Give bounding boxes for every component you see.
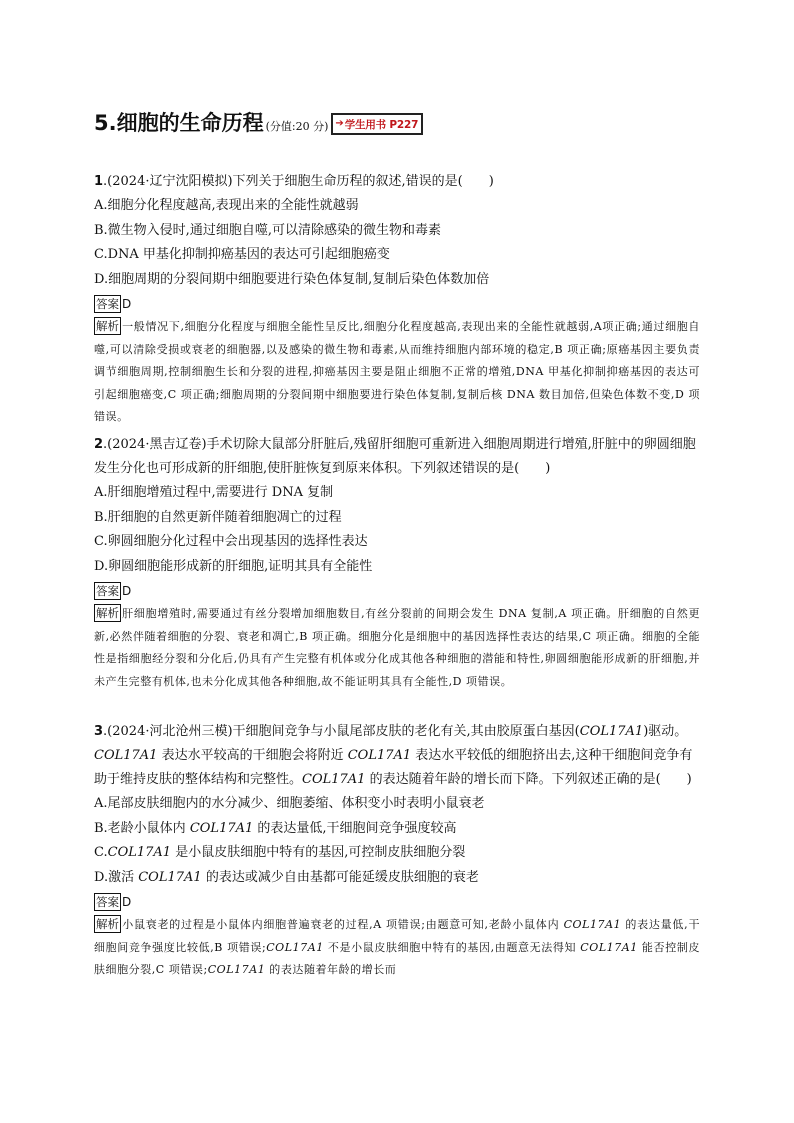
gene-name: COL17A1 bbox=[138, 869, 202, 885]
option-a: A.肝细胞增殖过程中,需要进行 DNA 复制 bbox=[94, 485, 334, 500]
explanation bbox=[94, 603, 700, 693]
option-c: C.DNA 甲基化抑制抑癌基因的表达可引起细胞癌变 bbox=[94, 247, 390, 262]
answer-value: D bbox=[122, 297, 132, 311]
question-number: 1 bbox=[94, 174, 104, 189]
question-number: 2 bbox=[94, 437, 104, 452]
section-title: 5.细胞的生命历程 bbox=[94, 111, 264, 135]
arrow-icon: ➔ bbox=[335, 118, 344, 129]
gene-name: COL17A1 bbox=[266, 940, 324, 954]
explanation bbox=[94, 316, 700, 429]
gene-name: COL17A1 bbox=[302, 772, 366, 787]
gene-name: COL17A1 bbox=[347, 748, 412, 763]
question-text: 表达水平较高的干细胞会将附近 bbox=[157, 748, 348, 763]
option-d: D.细胞周期的分裂间期中细胞要进行染色体复制,复制后染色体数加倍 bbox=[94, 271, 490, 287]
option-b bbox=[94, 817, 700, 842]
option-c bbox=[94, 841, 700, 866]
explanation-text: 小鼠衰老的过程是小鼠体内细胞普遍衰老的过程,A 项错误;由题意可知,老龄小鼠体内 bbox=[122, 918, 564, 931]
explanation-label: 解析 bbox=[96, 319, 119, 333]
gene-name: COL17A1 bbox=[207, 963, 266, 977]
explanation-text: 的表达量低,干细胞间竞争强度比较低,B 项错误; bbox=[94, 918, 700, 954]
question-2 bbox=[94, 433, 700, 693]
question-text: 的表达随着年龄的增长而下降。下列叙述正确的是( ) bbox=[365, 772, 692, 787]
question-number: 3 bbox=[94, 724, 104, 739]
answer-value: D bbox=[122, 584, 132, 598]
explanation-text: 能否控制皮肤细胞分裂,C 项错误; bbox=[94, 940, 700, 977]
question-3 bbox=[94, 720, 700, 982]
answer-label: 答案 bbox=[96, 297, 119, 311]
option-text: A.尾部皮肤细胞内的水分减少、细胞萎缩、体积变小时表明小鼠衰老 bbox=[94, 796, 485, 811]
option-text: 是小鼠皮肤细胞中特有的基因,可控制皮肤细胞分裂 bbox=[171, 845, 466, 860]
option-text: C. bbox=[94, 845, 108, 860]
question-1 bbox=[94, 170, 700, 429]
gene-name: COL17A1 bbox=[189, 820, 254, 836]
question-text: )驱动。 bbox=[643, 724, 688, 739]
question-text: .(2024·黑吉辽卷)手术切除大鼠部分肝脏后,残留肝细胞可重新进入细胞周期进行增殖,肝脏中的卵圆细胞发生分化也可形成新的肝细胞,使肝脏恢复到原来体积。下列叙述错误的是( ) bbox=[94, 437, 696, 476]
option-a bbox=[94, 792, 700, 817]
score-note: (分值:20 分) bbox=[265, 120, 329, 133]
section-header bbox=[94, 104, 423, 136]
option-b: B.微生物入侵时,通过细胞自噬,可以清除感染的微生物和毒素 bbox=[94, 222, 441, 238]
explanation-text: 肝细胞增殖时,需要通过有丝分裂增加细胞数目,有丝分裂前的间期会发生 DNA 复制,A 项正确。肝细胞的自然更新,必然伴随着细胞的分裂、衰老和凋亡,B 项正确。细胞分化是细胞中的基因选择性表达的结果,C 项正确。细胞的全能性是指细胞经分裂和分化后,仍具有产生完整有机体或分化成其他各种细胞的潜能和特性,卵圆细胞能形成新的肝细胞,并未产生完整有机体,也未分化成其他各种细胞,故不能证明其具有全能性,D 项错误。 bbox=[94, 607, 700, 688]
student-book-page-ref: 学生用书 P227 bbox=[344, 118, 419, 131]
answer-row bbox=[94, 293, 700, 315]
explanation bbox=[94, 914, 700, 982]
option-d bbox=[94, 866, 700, 891]
explanation-text: 不是小鼠皮肤细胞中特有的基因,由题意无法得知 bbox=[323, 940, 581, 954]
gene-name: COL17A1 bbox=[579, 724, 644, 739]
answer-row bbox=[94, 891, 700, 913]
option-a: A.细胞分化程度越高,表现出来的全能性就越弱 bbox=[94, 198, 359, 213]
question-text: .(2024·河北沧州三模)干细胞间竞争与小鼠尾部皮肤的老化有关,其由胶原蛋白基因( bbox=[103, 724, 580, 739]
option-text: D.激活 bbox=[94, 869, 139, 885]
explanation-text: 一般情况下,细胞分化程度与细胞全能性呈反比,细胞分化程度越高,表现出来的全能性就越弱,A项正确;通过细胞自噬,可以清除受损或衰老的细胞器,以及感染的微生物和毒素,从而维持细胞内部环境的稳定,B 项正确;原癌基因主要负责调节细胞周期,控制细胞生长和分裂的进程,抑癌基因主要是阻止细胞不正常的增殖,DNA 甲基化抑制抑癌基因的表达可引起细胞癌变,C 项正确;细胞周期的分裂间期中细胞要进行染色体复制,复制后核 DNA 数目加倍,但染色体数不变,D 项错误。 bbox=[94, 320, 700, 424]
question-stem bbox=[94, 720, 700, 792]
answer-label: 答案 bbox=[96, 584, 119, 598]
question-text: .(2024·辽宁沈阳模拟)下列关于细胞生命历程的叙述,错误的是( ) bbox=[103, 174, 494, 189]
question-text: 表达水平较低的细胞挤出去,这种干细胞间竞争有助于维持皮肤的整体结构和完整性。 bbox=[94, 748, 693, 787]
answer-row bbox=[94, 580, 700, 602]
option-d: D.卵圆细胞能形成新的肝细胞,证明其具有全能性 bbox=[94, 558, 373, 574]
gene-name: COL17A1 bbox=[94, 748, 158, 763]
answer-label: 答案 bbox=[96, 895, 119, 909]
gene-name: COL17A1 bbox=[580, 940, 638, 954]
option-b: B.肝细胞的自然更新伴随着细胞凋亡的过程 bbox=[94, 509, 342, 525]
option-text: 的表达或减少自由基都可能延缓皮肤细胞的衰老 bbox=[201, 869, 479, 885]
gene-name: COL17A1 bbox=[107, 845, 172, 860]
question-stem bbox=[94, 170, 700, 194]
question-stem bbox=[94, 433, 700, 481]
answer-value: D bbox=[122, 895, 132, 909]
gene-name: COL17A1 bbox=[563, 918, 622, 931]
student-book-tag[interactable] bbox=[331, 113, 423, 135]
option-c: C.卵圆细胞分化过程中会出现基因的选择性表达 bbox=[94, 534, 368, 549]
explanation-text: 的表达随着年龄的增长而 bbox=[265, 963, 397, 977]
option-text: 的表达量低,干细胞间竞争强度较高 bbox=[253, 820, 457, 836]
option-text: B.老龄小鼠体内 bbox=[94, 820, 190, 836]
explanation-label: 解析 bbox=[96, 606, 119, 620]
explanation-label: 解析 bbox=[96, 917, 119, 931]
